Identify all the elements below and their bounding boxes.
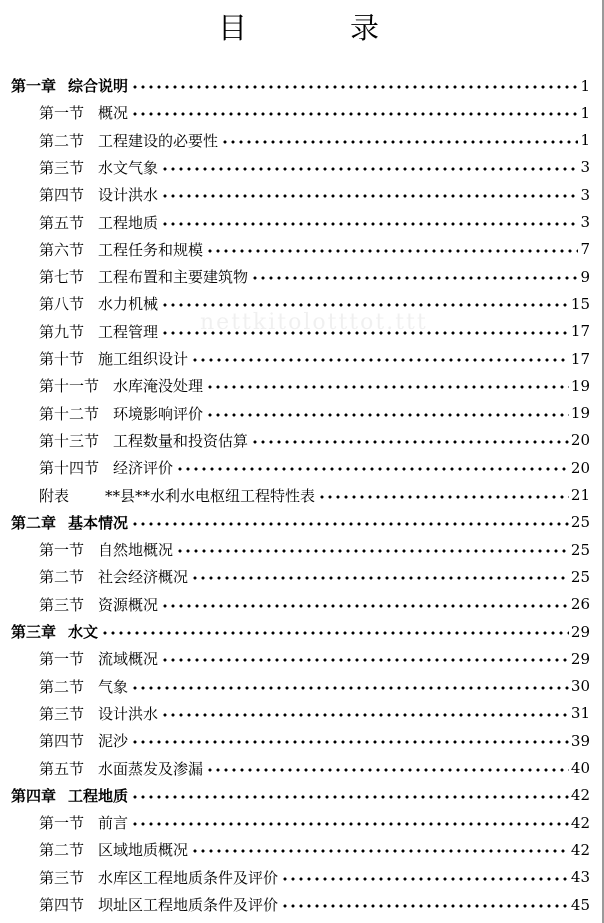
toc-page-number: 43 bbox=[570, 868, 590, 887]
toc-section-entry[interactable] bbox=[0, 482, 590, 509]
dot-leader bbox=[191, 345, 569, 372]
toc-page-number: 25 bbox=[570, 513, 590, 532]
toc-page-number: 42 bbox=[570, 813, 590, 832]
toc-entry-text: 水面蒸发及渗漏 bbox=[98, 759, 204, 778]
toc-entry-label bbox=[0, 130, 218, 151]
dot-leader bbox=[101, 618, 569, 645]
toc-entry-label bbox=[0, 730, 128, 751]
toc-entry-label bbox=[0, 539, 173, 560]
toc-section-entry[interactable] bbox=[0, 454, 590, 481]
toc-entry-number: 第二节 bbox=[39, 568, 85, 587]
toc-entry-text: 工程地质 bbox=[98, 213, 159, 232]
toc-entry-label bbox=[0, 566, 188, 587]
toc-page-number: 45 bbox=[570, 895, 590, 914]
dot-leader bbox=[206, 236, 578, 263]
toc-section-entry[interactable] bbox=[0, 345, 590, 372]
dot-leader bbox=[161, 700, 569, 727]
toc-entry-text: 经济评价 bbox=[113, 459, 174, 478]
toc-entry-label bbox=[0, 485, 315, 506]
toc-entry-label bbox=[0, 758, 203, 779]
toc-entry-label bbox=[0, 867, 278, 888]
toc-entry-label bbox=[0, 184, 158, 205]
toc-entry-number: 第四节 bbox=[39, 896, 85, 914]
toc-section-entry[interactable] bbox=[0, 427, 590, 454]
toc-page-number: 42 bbox=[570, 786, 590, 805]
toc-page-number: 1 bbox=[580, 131, 590, 150]
toc-entry-number: 第三节 bbox=[39, 595, 85, 614]
toc-page-number: 7 bbox=[580, 240, 590, 259]
toc-entry-number: 第二章 bbox=[11, 513, 57, 532]
toc-page-number: 9 bbox=[580, 267, 590, 286]
dot-leader bbox=[161, 318, 569, 345]
dot-leader bbox=[131, 809, 569, 836]
toc-entry-text: 社会经济概况 bbox=[98, 568, 189, 587]
dot-leader bbox=[206, 400, 569, 427]
toc-entry-text: **县**水利水电枢纽工程特性表 bbox=[105, 486, 316, 505]
toc-section-entry[interactable] bbox=[0, 891, 590, 918]
toc-page-number: 19 bbox=[570, 376, 590, 395]
toc-entry-label bbox=[0, 321, 158, 342]
toc-entry-text: 水库区工程地质条件及评价 bbox=[98, 868, 279, 887]
toc-entry-label bbox=[0, 812, 128, 833]
toc-entry-number: 附表 bbox=[39, 486, 70, 505]
toc-page-number: 3 bbox=[580, 185, 590, 204]
toc-chapter-entry[interactable] bbox=[0, 618, 590, 645]
toc-entry-text: 前言 bbox=[98, 814, 129, 833]
toc-entry-label bbox=[0, 293, 158, 314]
dot-leader bbox=[206, 755, 569, 782]
toc-entry-label bbox=[0, 403, 203, 424]
watermark: nettkitolotttot.ttt bbox=[200, 310, 428, 335]
toc-entry-number: 第三章 bbox=[11, 623, 57, 641]
toc-entry-label bbox=[0, 621, 98, 642]
toc-entry-text: 坝址区工程地质条件及评价 bbox=[98, 896, 279, 914]
dot-leader bbox=[131, 782, 569, 809]
toc-page-number: 26 bbox=[570, 595, 590, 614]
toc-entry-text: 设计洪水 bbox=[98, 704, 159, 723]
toc-entry-number: 第四章 bbox=[11, 786, 57, 805]
toc-entry-number: 第二节 bbox=[39, 677, 85, 696]
toc-entry-number: 第六节 bbox=[39, 240, 85, 259]
toc-page-number: 20 bbox=[570, 431, 590, 450]
toc-entry-number: 第九节 bbox=[39, 322, 85, 341]
toc-chapter-entry[interactable] bbox=[0, 782, 590, 809]
toc-entry-label bbox=[0, 212, 158, 233]
toc-page-number: 40 bbox=[570, 759, 590, 777]
toc-page-number: 25 bbox=[570, 540, 590, 559]
toc-entry-number: 第十节 bbox=[39, 350, 85, 368]
toc-entry-text: 环境影响评价 bbox=[113, 404, 204, 423]
toc-entry-text: 工程任务和规模 bbox=[98, 240, 204, 259]
toc-entry-text: 工程管理 bbox=[98, 322, 159, 341]
toc-entry-label bbox=[0, 239, 203, 260]
toc-entry-number: 第五节 bbox=[39, 213, 85, 232]
toc-entry-text: 概况 bbox=[98, 104, 129, 123]
toc-page-number: 17 bbox=[570, 322, 590, 341]
toc-entry-text: 工程建设的必要性 bbox=[98, 131, 219, 150]
toc-section-entry[interactable] bbox=[0, 727, 590, 754]
toc-page-number: 3 bbox=[580, 213, 590, 231]
toc-entry-number: 第十二节 bbox=[39, 404, 100, 423]
page-title bbox=[0, 8, 604, 48]
toc-entry-number: 第一章 bbox=[11, 77, 57, 95]
toc-entry-text: 自然地概况 bbox=[98, 541, 174, 560]
toc-entry-label bbox=[0, 375, 203, 396]
toc-entry-label bbox=[0, 785, 128, 806]
dot-leader bbox=[206, 372, 569, 399]
toc-section-entry[interactable] bbox=[0, 154, 590, 181]
toc-page-number: 25 bbox=[570, 567, 590, 586]
toc-section-entry[interactable] bbox=[0, 536, 590, 563]
toc-page-number: 17 bbox=[570, 349, 590, 368]
toc-section-entry[interactable] bbox=[0, 836, 590, 863]
toc-entry-text: 设计洪水 bbox=[98, 186, 159, 205]
toc-page-number: 1 bbox=[580, 103, 590, 122]
toc-section-entry[interactable] bbox=[0, 290, 590, 317]
toc-entry-text: 气象 bbox=[98, 677, 129, 696]
toc-entry-text: 资源概况 bbox=[98, 595, 159, 614]
toc-entry-text: 流域概况 bbox=[98, 650, 159, 669]
toc-entry-number: 第八节 bbox=[39, 295, 85, 314]
toc-entry-number: 第七节 bbox=[39, 268, 85, 287]
dot-leader bbox=[131, 673, 569, 700]
dot-leader bbox=[251, 427, 569, 454]
toc-section-entry[interactable] bbox=[0, 209, 590, 236]
toc-section-entry[interactable] bbox=[0, 263, 590, 290]
toc-entry-number: 第二节 bbox=[39, 841, 85, 860]
toc-entry-number: 第二节 bbox=[39, 131, 85, 150]
toc-entry-label bbox=[0, 648, 158, 669]
toc-entry-text: 工程地质 bbox=[68, 786, 129, 805]
dot-leader bbox=[161, 591, 569, 618]
toc-section-entry[interactable] bbox=[0, 563, 590, 590]
dot-leader bbox=[161, 154, 578, 181]
toc-entry-number: 第十三节 bbox=[39, 431, 100, 450]
toc-chapter-entry[interactable] bbox=[0, 509, 590, 536]
toc-section-entry[interactable] bbox=[0, 127, 590, 154]
toc-page-number: 30 bbox=[570, 677, 590, 696]
toc-entry-label bbox=[0, 430, 248, 451]
dot-leader bbox=[161, 209, 578, 236]
dot-leader bbox=[131, 727, 569, 754]
toc-entry-number: 第十四节 bbox=[39, 459, 100, 478]
dot-leader bbox=[191, 836, 569, 863]
toc-page-number: 19 bbox=[570, 404, 590, 423]
toc-entry-label bbox=[0, 75, 128, 96]
toc-section-entry[interactable] bbox=[0, 181, 590, 208]
toc-entry-label bbox=[0, 102, 128, 123]
dot-leader bbox=[161, 181, 578, 208]
toc-page-number: 1 bbox=[580, 76, 590, 95]
dot-leader bbox=[281, 864, 569, 891]
title-char-right: 录 bbox=[350, 11, 380, 45]
toc-section-entry[interactable] bbox=[0, 99, 590, 126]
toc-section-entry[interactable] bbox=[0, 645, 590, 672]
dot-leader bbox=[131, 509, 569, 536]
toc-entry-label bbox=[0, 676, 128, 697]
toc-section-entry[interactable] bbox=[0, 318, 590, 345]
toc-page-number: 3 bbox=[580, 158, 590, 177]
toc-page-number: 29 bbox=[570, 622, 590, 641]
toc-entry-text: 工程布置和主要建筑物 bbox=[98, 268, 249, 287]
dot-leader bbox=[176, 454, 569, 481]
toc-entry-number: 第三节 bbox=[39, 158, 85, 177]
toc-entry-label bbox=[0, 266, 248, 287]
toc-section-entry[interactable] bbox=[0, 673, 590, 700]
toc-entry-number: 第一节 bbox=[39, 814, 85, 833]
toc-entry-number: 第一节 bbox=[39, 104, 85, 123]
toc-entry-label bbox=[0, 348, 188, 369]
toc-entry-number: 第五节 bbox=[39, 759, 85, 778]
toc-section-entry[interactable] bbox=[0, 400, 590, 427]
toc-entry-label bbox=[0, 512, 128, 533]
toc-entry-text: 综合说明 bbox=[68, 77, 129, 95]
toc-entry-number: 第四节 bbox=[39, 732, 85, 751]
toc-section-entry[interactable] bbox=[0, 755, 590, 782]
toc-page-number: 29 bbox=[570, 649, 590, 668]
toc-entry-number: 第三节 bbox=[39, 868, 85, 887]
toc-entry-number: 第三节 bbox=[39, 704, 85, 723]
dot-leader bbox=[191, 563, 569, 590]
toc-entry-label bbox=[0, 703, 158, 724]
dot-leader bbox=[281, 891, 569, 918]
toc-entry-text: 水文 bbox=[68, 623, 99, 641]
toc-entry-number: 第十一节 bbox=[39, 377, 100, 396]
toc-section-entry[interactable] bbox=[0, 700, 590, 727]
toc-entry-text: 施工组织设计 bbox=[98, 350, 189, 368]
toc-entry-label bbox=[0, 457, 173, 478]
toc-section-entry[interactable] bbox=[0, 809, 590, 836]
toc-entry-text: 泥沙 bbox=[98, 732, 129, 751]
toc-page-number: 31 bbox=[570, 704, 590, 723]
toc-entry-label bbox=[0, 157, 158, 178]
toc-entry-text: 水文气象 bbox=[98, 158, 159, 177]
toc-entry-label bbox=[0, 839, 188, 860]
dot-leader bbox=[131, 72, 578, 99]
toc-page-number: 21 bbox=[570, 486, 590, 504]
toc-page-number: 42 bbox=[570, 840, 590, 859]
dot-leader bbox=[131, 99, 578, 126]
toc-section-entry[interactable] bbox=[0, 591, 590, 618]
toc-entry-label bbox=[0, 894, 278, 915]
toc-entry-text: 基本情况 bbox=[68, 513, 129, 532]
toc-chapter-entry[interactable] bbox=[0, 72, 590, 99]
toc-page-number: 15 bbox=[570, 294, 590, 313]
toc-entry-text: 水库淹没处理 bbox=[113, 377, 204, 396]
dot-leader bbox=[161, 645, 569, 672]
dot-leader bbox=[221, 127, 578, 154]
toc-entry-number: 第四节 bbox=[39, 186, 85, 205]
dot-leader bbox=[176, 536, 569, 563]
dot-leader bbox=[251, 263, 578, 290]
title-char-left: 目 bbox=[218, 11, 248, 45]
toc-section-entry[interactable] bbox=[0, 864, 590, 891]
toc-entry-label bbox=[0, 594, 158, 615]
dot-leader bbox=[161, 290, 569, 317]
toc-page-number: 39 bbox=[570, 731, 590, 750]
toc-page-number: 20 bbox=[570, 458, 590, 477]
toc-entry-text: 区域地质概况 bbox=[98, 841, 189, 860]
toc-entry-number: 第一节 bbox=[39, 650, 85, 669]
toc-section-entry[interactable] bbox=[0, 372, 590, 399]
dot-leader bbox=[318, 482, 569, 509]
toc-entry-text: 水力机械 bbox=[98, 295, 159, 314]
toc-section-entry[interactable] bbox=[0, 236, 590, 263]
toc-entry-text: 工程数量和投资估算 bbox=[113, 431, 249, 450]
toc-entry-number: 第一节 bbox=[39, 541, 85, 560]
